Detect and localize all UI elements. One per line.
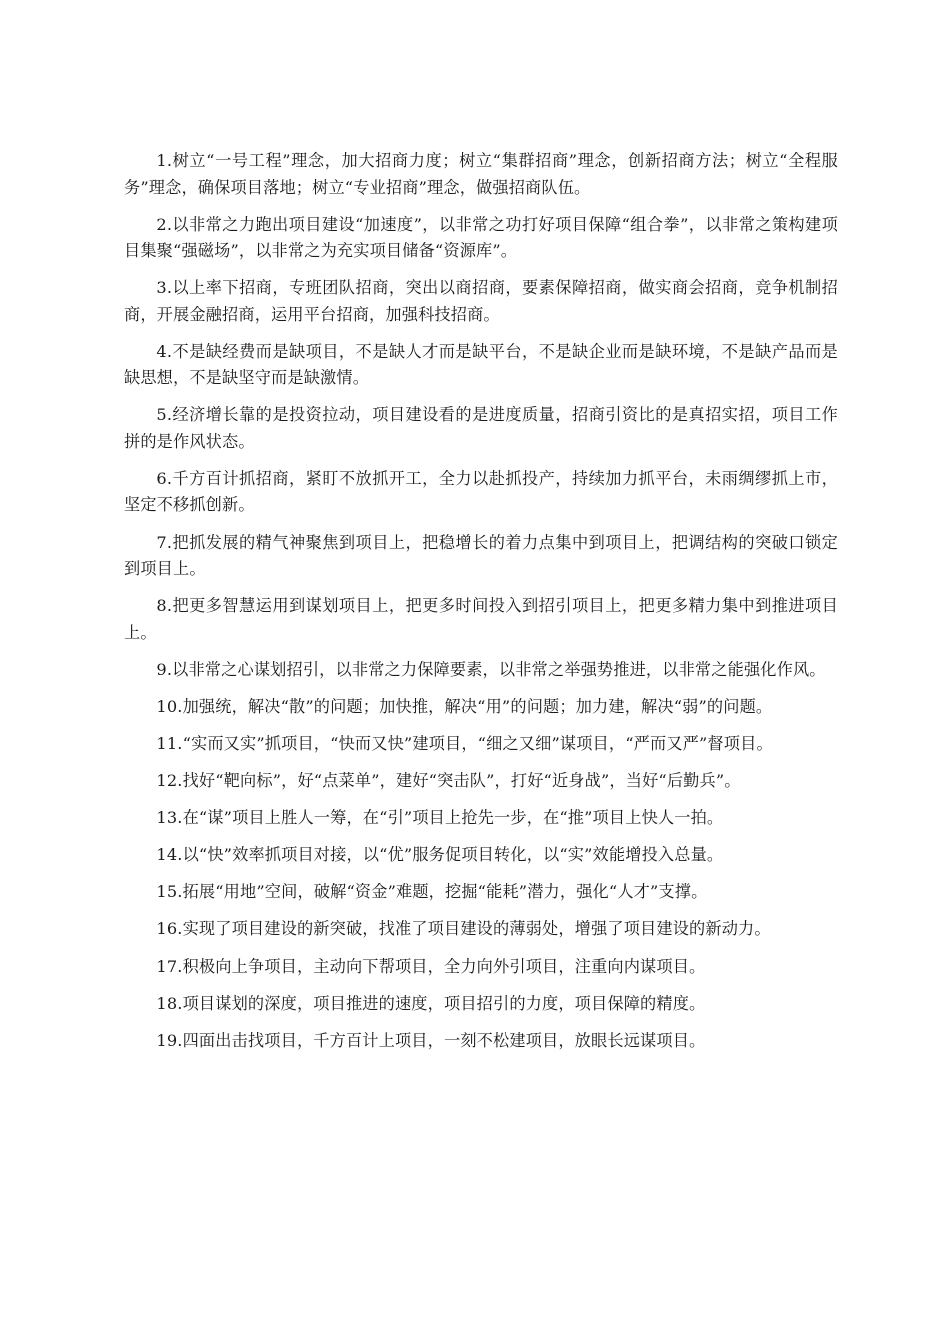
paragraph-19: 19.四面出击找项目，千方百计上项目，一刻不松建项目，放眼长远谋项目。 <box>156 1030 706 1050</box>
document-body <box>124 148 838 1065</box>
paragraph-18: 18.项目谋划的深度，项目推进的速度，项目招引的力度，项目保障的精度。 <box>156 993 706 1013</box>
paragraph-17: 17.积极向上争项目，主动向下帮项目，全力向外引项目，注重向内谋项目。 <box>156 956 706 976</box>
paragraph-13: 13.在“谋”项目上胜人一筹，在“引”项目上抢先一步，在“推”项目上快人一拍。 <box>156 808 724 828</box>
paragraph-10: 10.加强统，解决“散”的问题；加快推，解决“用”的问题；加力建，解决“弱”的问题。 <box>156 696 773 716</box>
paragraph-15: 15.拓展“用地”空间，破解“资金”难题，挖掘“能耗”潜力，强化“人才”支撑。 <box>156 882 708 902</box>
paragraph-4: 4.不是缺经费而是缺项目，不是缺人才而是缺平台，不是缺企业而是缺环境，不是缺产品而是缺思想，不是缺坚守而是缺激情。 <box>124 341 838 388</box>
paragraph-3: 3.以上率下招商，专班团队招商，突出以商招商，要素保障招商，做实商会招商，竞争机制招商，开展金融招商，运用平台招商，加强科技招商。 <box>124 278 838 324</box>
paragraph-11: 11.“实而又实”抓项目，“快而又快”建项目，“细之又细”谋项目，“严而又严”督项目。 <box>156 733 773 753</box>
paragraph-7: 7.把抓发展的精气神聚焦到项目上，把稳增长的着力点集中到项目上，把调结构的突破口锁定到项目上。 <box>124 532 838 579</box>
paragraph-14: 14.以“快”效率抓项目对接，以“优”服务促项目转化，以“实”效能增投入总量。 <box>156 845 724 865</box>
paragraph-5: 5.经济增长靠的是投资拉动，项目建设看的是进度质量，招商引资比的是真招实招，项目工作拼的是作风状态。 <box>124 405 838 451</box>
paragraph-1: 1.树立“一号工程”理念，加大招商力度；树立“集群招商”理念，创新招商方法；树立“全程服务”理念，确保项目落地；树立“专业招商”理念，做强招商队伍。 <box>124 151 838 197</box>
paragraph-8: 8.把更多智慧运用到谋划项目上，把更多时间投入到招引项目上，把更多精力集中到推进项目上。 <box>124 596 838 642</box>
paragraph-9: 9.以非常之心谋划招引，以非常之力保障要素，以非常之举强势推进，以非常之能强化作风。 <box>156 659 826 679</box>
paragraph-16: 16.实现了项目建设的新突破，找准了项目建设的薄弱处，增强了项目建设的新动力。 <box>156 919 771 939</box>
paragraph-2: 2.以非常之力跑出项目建设“加速度”，以非常之功打好项目保障“组合拳”，以非常之策构建项目集聚“强磁场”，以非常之为充实项目储备“资源库”。 <box>124 214 838 261</box>
paragraph-12: 12.找好“靶向标”，好“点菜单”，建好“突击队”，打好“近身战”，当好“后勤兵”。 <box>156 771 741 791</box>
paragraph-6: 6.千方百计抓招商，紧盯不放抓开工，全力以赴抓投产，持续加力抓平台，未雨绸缪抓上市，坚定不移抓创新。 <box>124 468 838 515</box>
